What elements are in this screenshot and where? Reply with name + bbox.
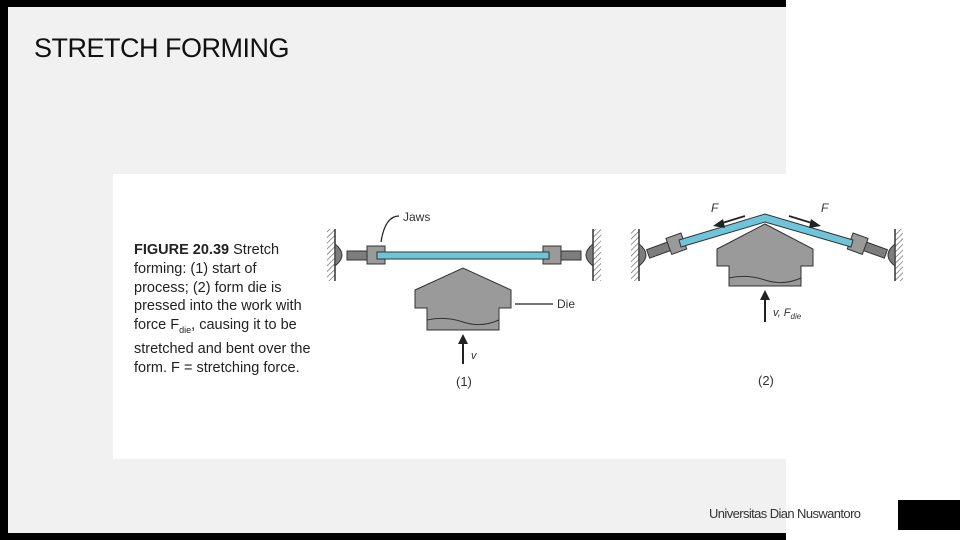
left-wall [327,229,335,281]
caption-subscript: die [179,325,192,336]
left-wall-2 [631,229,639,281]
right-rod [559,251,581,260]
right-wall-2 [895,229,903,281]
form-die-2 [717,224,813,286]
workpiece-sheet [377,252,549,259]
stage-1-diagram [327,210,601,389]
velocity-label-1: v [471,350,477,362]
force-label-right: F [821,201,829,215]
footer-institution: Universitas Dian Nuswantoro [709,506,861,521]
step-1-label: (1) [456,374,472,389]
force-label-left: F [711,201,719,215]
die-label: Die [557,297,576,311]
figure-number: FIGURE 20.39 [134,242,230,258]
caption-text-end: , causing it to be stretched and bent over the form. F = stretching force. [134,317,311,376]
stretch-forming-diagram [113,174,905,459]
step-2-label: (2) [758,373,774,388]
left-rod [347,251,369,260]
slide-title: STRETCH FORMING [34,33,289,63]
right-wall [593,229,601,281]
jaws-label: Jaws [403,210,431,224]
page-number-box [898,500,960,530]
caption-text: Stretch forming: (1) start of process; (2) form die is pressed into the work with force F [134,242,302,334]
figure-image [113,174,905,459]
stage-2-diagram [631,201,903,388]
velocity-force-label: v, $F_{die}$ [773,307,802,321]
